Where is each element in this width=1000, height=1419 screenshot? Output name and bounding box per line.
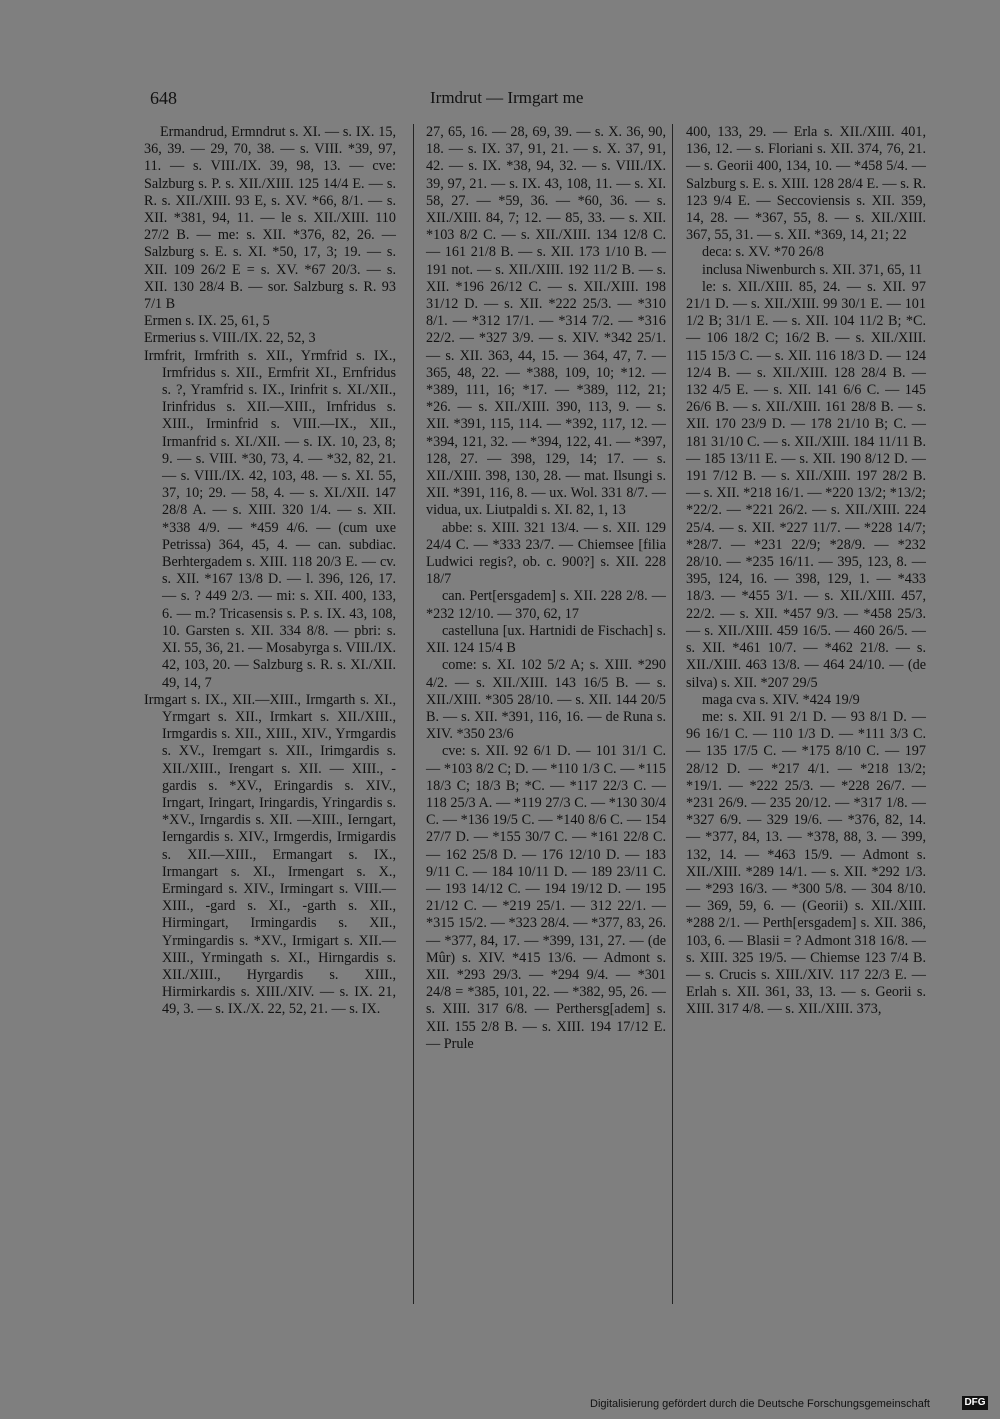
index-entry: inclusa Niwenburch s. XII. 371, 65, 11 <box>702 261 923 278</box>
index-entry: Irmfrit, Irmfrith s. XII., Yrmfrid s. IX., Irmfridus s. XII., Ermfrit XI., Ernfridus s. ?, Yramfrid s. IX., Irinfrit s. XI./XII., Irinfridus s. XII.—XIII., Irnfridus s. XIII., Irminfrid s. VIII.—IX., XII., Irmanfrid s. XI./XII. — s. IX. 10, 23, 8; 9. — s. VIII. *30, 73, 4. — *32, 82, 21. — s. VIII./IX. 42, 103, 48. — s. XI. 55, 37, 10; 29. — 58, 4. — s. XI./XII. 147 28/8 A. — s. XIII. 320 1/4. — s. XII. *338 4/9. — *459 4/6. — (cum uxe Petrissa) 364, 45, 4. — can. subdiac. Berhtergadem s. XIII. 118 20/3 E. — cv. s. XII. *167 13/8 D. — l. 396, 126, 17. — s. ? 449 2/3. — mi: s. XII. 400, 133, 6. — m.? Tricasensis s. P. s. IX. 43, 108, 10. Garsten s. XII. 334 8/8. — pbri: s. XI. 55, 36, 21. — Mosabyrga s. VIII./IX. 42, 103, 20. — Salzburg s. R. s. XI./XII. 49, 14, 7 <box>144 347 396 691</box>
dfg-logo: DFG <box>962 1396 988 1410</box>
column-divider <box>413 124 414 1304</box>
column-1 <box>144 124 396 1019</box>
index-entry: can. Pert[ersgadem] s. XII. 228 2/8. — *232 12/10. — 370, 62, 17 <box>426 588 666 622</box>
column-3 <box>686 124 926 1019</box>
index-entry: deca: s. XV. *70 26/8 <box>702 244 824 261</box>
index-entry: 27, 65, 16. — 28, 69, 39. — s. X. 36, 90, 18. — s. IX. 37, 91, 21. — s. X. 37, 91, 42. — s. IX. *38, 94, 32. — s. VIII./IX. 39, 97, 21. — s. IX. 43, 108, 11. — s. XI. 58, 27. — *59, 36. — *60, 36. — s. XII./XIII. 84, 7; 12. — 85, 33. — s. XII. *103 8/2 C. — s. XII./XIII. 134 12/8 C. — 161 21/8 B. — s. XII. 173 1/10 B. — 191 not. — s. XII./XIII. 192 11/2 B. — s. XII. *196 26/12 C. — s. XII./XIII. 198 31/12 D. — s. XII. *222 25/3. — *310 8/1. — *312 17/1. — *314 7/2. — *316 22/2. — *327 3/9. — s. XIV. *342 25/1. — s. XII. 363, 44, 15. — 364, 47, 7. — 365, 48, 22. — *388, 109, 10; *12. — *389, 111, 16; *17. — *389, 112, 21; *26. — s. XII./XIII. 390, 113, 9. — s. XII. *391, 115, 114. — *392, 117, 12. — *394, 121, 32. — *394, 122, 41. — *397, 128, 27. — 398, 129, 14; 17. — s. XII./XIII. 398, 130, 28. — mat. Ilsungi s. XII. *391, 116, 8. — ux. Wol. 331 8/7. — vidua, ux. Liutpaldi s. XI. 82, 1, 13 <box>426 124 666 519</box>
index-entry: Irmgart s. IX., XII.—XIII., Irmgarth s. XI., Yrmgart s. XII., Irmkart s. XII./XIII., Irmgardis s. XII., XIII., XIV., Yrmgardis s. XV., Iremgart s. XII., Irimgardis s. XII./XIII., Irengart s. XII. — XIII., -gardis s. *XV., Eringardis s. XIV., Irngart, Iringart, Iringardis, Yringardis s. *XV., Irngardis s. XII. —XIII., Ierngart, Ierngardis s. XIV., Irmgerdis, Irmigardis s. XII.—XIII., Ermangart s. IX., Irmangart s. XI., Irmengart s. X., Ermingard s. XIV., Irmingart s. VIII.—XIII., -gard s. XI., -garth s. XII., Hirmingart, Irmingardis s. XII., Yrmingardis s. *XV., Irmigart s. XII.—XIII., Yrmingath s. XI., Hirngardis s. XII./XIII., Hyrgardis s. XIII., Hirmirkardis s. XIII./XIV. — s. IX. 21, 49, 3. — s. IX./X. 22, 52, 21. — s. IX. <box>144 691 396 1018</box>
index-entry: castelluna [ux. Hartnidi de Fischach] s. XII. 124 15/4 B <box>426 622 666 657</box>
footer-credit: Digitalisierung gefördert durch die Deutsche Forschungsgemeinschaft <box>590 1398 930 1410</box>
index-entry: maga cva s. XIV. *424 19/9 <box>702 691 860 708</box>
index-entry: abbe: s. XIII. 321 13/4. — s. XII. 129 24/4 C. — *333 23/7. — Chiemsee [filia Ludwici regis?, ob. c. 900?] s. XII. 228 18/7 <box>426 519 666 588</box>
index-entry: come: s. XI. 102 5/2 A; s. XIII. *290 4/2. — s. XII./XIII. 143 16/5 B. — s. XII./XIII. *305 28/10. — s. XII. 144 20/5 B. — s. XII. *391, 116, 16. — de Runa s. XIV. *350 23/6 <box>426 657 666 743</box>
index-entry: le: s. XII./XIII. 85, 24. — s. XII. 97 21/1 D. — s. XII./XIII. 99 30/1 E. — 101 1/2 B; 31/1 E. — s. XII. 104 11/2 B; *C. — 106 18/2 C; 16/2 B. — s. XII./XIII. 115 15/3 C. — s. XII. 116 18/3 D. — 124 12/4 B. — s. XII./XIII. 128 28/4 B. — 132 4/5 E. — s. XII. 141 6/6 C. — 145 26/6 B. — s. XII./XIII. 161 28/8 B. — s. XII. 170 23/9 D. — 178 21/10 B; C. — 181 31/10 C. — s. XII./XIII. 184 11/11 B. — 185 13/11 E. — s. XII. 190 8/12 D. — 191 7/12 B. — s. XII./XIII. 197 28/2 B. — s. XII. *218 16/1. — *220 13/2; *13/2; *22/2. — *221 26/2. — s. XII./XIII. 224 25/4. — s. XII. *227 11/7. — *228 14/7; *28/7. — *231 22/9; *28/9. — *232 28/10. — *235 16/11. — 395, 123, 8. — 395, 124, 16. — 398, 129, 1. — *433 18/3. — *455 3/1. — s. XII./XIII. 457, 22/2. — s. XII. *457 9/3. — *458 25/3. — s. XII./XIII. 459 16/5. — 460 26/5. — s. XII. *461 10/7. — *462 21/8. — s. XII./XIII. 463 13/8. — 464 24/10. — (de silva) s. XII. *207 29/5 <box>686 278 927 691</box>
column-2 <box>426 124 666 1053</box>
column-divider <box>672 124 673 1304</box>
running-head: Irmdrut — Irmgart me <box>430 88 584 107</box>
index-entry: cve: s. XII. 92 6/1 D. — 101 31/1 C. — *103 8/2 C; D. — *110 1/3 C. — *115 18/3 C; 18/3 B; *C. — *117 22/3 C. — 118 25/3 A. — *119 27/3 C. — *130 30/4 C. — *136 19/5 C. — *140 8/6 C. — 154 27/7 D. — *155 30/7 C. — *161 22/8 C. — 162 25/8 D. — 176 12/10 D. — 183 9/11 C. — 184 10/11 D. — 189 23/11 C. — 193 14/12 C. — 194 19/12 D. — 195 21/12 C. — *219 25/1. — 312 22/1. — *315 15/2. — *323 28/4. — *377, 83, 26. — *377, 84, 17. — *399, 131, 27. — (de Mûr) s. XIV. *415 13/6. — Admont s. XII. *293 29/3. — *294 9/4. — *301 24/8 = *385, 101, 22. — *382, 95, 26. — s. XIII. 317 6/8. — Perthersg[adem] s. XII. 155 2/8 B. — s. XIII. 194 17/12 E. — Prule <box>426 743 666 1052</box>
index-entry: Ermen s. IX. 25, 61, 5 <box>144 313 270 330</box>
index-entry: me: s. XII. 91 2/1 D. — 93 8/1 D. — 96 16/1 C. — 110 1/3 D. — *111 3/3 C. — 135 17/5 C. — *175 8/10 C. — 197 28/12 D. — *217 4/1. — *218 13/2; *19/1. — *222 25/3. — *228 26/7. — *231 26/9. — 235 20/12. — *317 1/8. — *327 6/9. — 329 19/6. — *376, 82, 14. — *377, 84, 13. — *378, 88, 3. — 399, 132, 14. — *463 15/9. — Admont s. XII./XIII. *289 14/1. — s. XII. *292 1/3. — *293 16/3. — *300 5/8. — 304 8/10. — 369, 59, 6. — (Georii) s. XII./XIII. *288 2/1. — Perth[ersgadem] s. XII. 386, 103, 6. — Blasii = ? Admont 318 16/8. — s. XIII. 325 19/5. — Chiemse 123 7/4 B. — s. Crucis s. XIII./XIV. 117 22/3 E. — Erlah s. XII. 361, 33, 13. — s. Georii s. XIII. 317 4/8. — s. XII./XIII. 373, <box>686 708 926 1018</box>
index-entry: Ermandrud, Ermndrut s. XI. — s. IX. 15, 36, 39. — 29, 70, 38. — s. VIII. *39, 97, 11. — s. VIII./IX. 39, 98, 13. — cve: Salzburg s. P. s. XII./XIII. 125 14/4 E. — s. R. s. XII./XIII. 93 E, s. XV. *66, 8/1. — s. XII. *381, 94, 11. — le s. XII./XIII. 110 27/2 B. — me: s. XII. *376, 82, 26. — Salzburg s. E. s. XI. *50, 17, 3; 19. — s. XII. 109 26/2 E = s. XV. *67 20/3. — s. XII. 130 28/4 B. — sor. Salzburg s. R. 93 7/1 B <box>144 124 396 313</box>
page-number: 648 <box>150 88 177 108</box>
index-entry: 400, 133, 29. — Erla s. XII./XIII. 401, 136, 12. — s. Floriani s. XII. 374, 76, 21. — s. Georii 400, 134, 10. — *458 5/4. — Salzburg s. E. s. XIII. 128 28/4 E. — s. R. 123 9/4 E. — Seccoviensis s. XII. 359, 14, 28. — *367, 55, 8. — s. XII./XIII. 367, 55, 31. — s. XII. *369, 14, 21; 22 <box>686 124 926 244</box>
index-entry: Ermerius s. VIII./IX. 22, 52, 3 <box>144 330 316 347</box>
